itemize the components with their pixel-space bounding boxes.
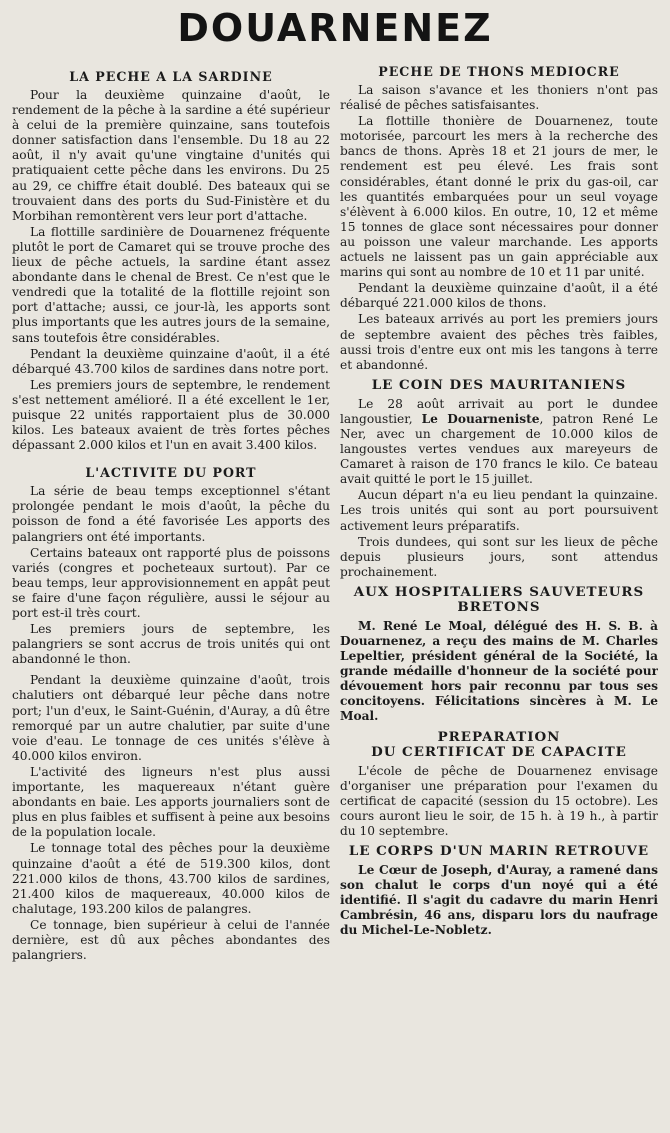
right-column — [340, 64, 658, 1130]
port-paragraph-1: La série de beau temps exceptionnel s'étant prolongée pendant le mois d'août, la pêche du poisson de fond a été favorisée Les apports des palangriers ont été importants. — [12, 484, 330, 544]
marin-paragraph-1: Le Cœur de Joseph, d'Auray, a ramené dans son chalut le corps d'un noyé qui a été identifié. Il s'agit du cadavre du marin Henri Cambrésin, 46 ans, disparu lors du naufrage du Michel-Le-Nobletz. — [340, 863, 658, 938]
heading-port: L'ACTIVITE DU PORT — [85, 465, 257, 481]
port-paragraph-5: L'activité des ligneurs n'est plus aussi importante, les maquereaux n'étant guère abondants en baie. Les apports journaliers sont de plus en plus faibles et suffisent à peine aux besoins de la population locale. — [12, 764, 330, 840]
thons-paragraph-4: Les bateaux arrivés au port les premiers jours de septembre avaient des pêches très faibles, aussi trois d'entre eux ont mis les tangons à terre et abandonné. — [340, 312, 658, 372]
port-paragraph-2: Certains bateaux ont rapporté plus de poissons variés (congres et pocheteaux surtout). Par ce beau temps, leur approvisionnement en appât peut se faire d'une façon régulière, aussi le séjour au port est-il très court. — [12, 545, 330, 620]
heading-sardine: LA PECHE A LA SARDINE — [69, 69, 273, 84]
sardine-paragraph-4: Les premiers jours de septembre, le rendement s'est nettement amélioré. Il a été excellent le 1er, puisque 22 unités rapportaient plus de 30.000 kilos. Les bateaux avaient de très fortes pêches dépassant 2.000 kilos et l'un en avait 3.400 kilos. — [12, 377, 330, 453]
mauritaniens-paragraph-3: Trois dundees, qui sont sur les lieux de pêche depuis plusieurs jours, sont attendus prochainement. — [340, 534, 658, 579]
heading-certificat — [340, 730, 658, 760]
heading-hospitaliers-line1: AUX HOSPITALIERS SAUVETEURS — [353, 583, 645, 600]
left-column — [12, 64, 330, 1130]
boat-name: Le Douarneniste — [421, 411, 540, 426]
heading-marin: LE CORPS D'UN MARIN RETROUVE — [348, 843, 650, 860]
heading-certificat-line1: PREPARATION — [437, 728, 561, 745]
sardine-paragraph-2: La flottille sardinière de Douarnenez fréquente plutôt le port de Camaret qui se trouve proche des lieux de pêche actuels, la sardine étant assez abondante dans le chenal de Brest. Ce n'est que le vendredi que la totalité de la flottille rejoint son port d'attache; aussi, ce jour-là, les apports sont plus importants que les autres jours de la semaine, sans toutefois être considérables. — [12, 224, 330, 345]
port-paragraph-6: Le tonnage total des pêches pour la deuxième quinzaine d'août a été de 519.300 kilos, dont 221.000 kilos de thons, 43.700 kilos de sardines, 21.400 kilos de maquereaux, 40.000 kilos de chalutage, 193.200 kilos de palangres. — [12, 841, 330, 916]
thons-paragraph-2: La flottille thonière de Douarnenez, toute motorisée, parcourt les mers à la recherche des bancs de thons. Après 18 et 21 jours de mer, le rendement est peu élevé. Les frais sont considérables, étant donné le prix du gas-oil, car les quantités embarquées pour un seul voyage s'élèvent à 6.000 kilos. En outre, 10, 12 et même 15 tonnes de glace sont nécessaires pour donner au poisson une valeur marchande. Les apports actuels ne laissent pas un gain appréciable aux marins qui sont au nombre de 10 et 11 par unité. — [340, 114, 658, 280]
masthead — [0, 0, 670, 62]
sardine-paragraph-1: Pour la deuxième quinzaine d'août, le rendement de la pêche à la sardine a été supérieur à celui de la première quinzaine, sans toutefois donner satisfaction dans l'ensemble. Du 18 au 22 août, il n'y avait qu'une vingtaine d'unités qui pratiquaient cette pêche dans les environs. Du 25 au 29, ce chiffre était doublé. Des bateaux qui se trouvaient dans des ports du Sud-Finistère et du Morbihan remontèrent vers leur port d'attache. — [12, 88, 330, 223]
mauritaniens-text-a: Le 28 août arrivait au port le dundee langoustier, — [340, 396, 658, 426]
heading-hospitaliers — [340, 585, 658, 615]
sardine-paragraph-3: Pendant la deuxième quinzaine d'août, il a été débarqué 43.700 kilos de sardines dans notre port. — [12, 346, 330, 376]
heading-hospitaliers-line2: BRETONS — [457, 598, 541, 615]
port-paragraph-4: Pendant la deuxième quinzaine d'août, trois chalutiers ont débarqué leur pêche dans notre port; l'un d'eux, le Saint-Guénin, d'Auray, a dû être remorqué par un autre chalutier, par suite d'une voie d'eau. Le tonnage de ces unités s'élève à 40.000 kilos environ. — [12, 673, 330, 763]
mauritaniens-paragraph-1 — [340, 397, 658, 488]
thons-paragraph-3: Pendant la deuxième quinzaine d'août, il a été débarqué 221.000 kilos de thons. — [340, 281, 658, 311]
thons-paragraph-1: La saison s'avance et les thoniers n'ont pas réalisé de pêches satisfaisantes. — [340, 83, 658, 113]
heading-certificat-line2: DU CERTIFICAT DE CAPACITE — [371, 743, 627, 760]
port-paragraph-7: Ce tonnage, bien supérieur à celui de l'année dernière, est dû aux pêches abondantes des palangriers. — [12, 917, 330, 963]
heading-thons: PECHE DE THONS MEDIOCRE — [378, 64, 620, 79]
mauritaniens-paragraph-2: Aucun départ n'a eu lieu pendant la quinzaine. Les trois unités qui sont au port poursuivent activement leurs préparatifs. — [340, 488, 658, 533]
page-title: DOUARNENEZ — [177, 6, 493, 50]
certificat-paragraph-1: L'école de pêche de Douarnenez envisage d'organiser une préparation pour l'examen du certificat de capacité (session du 15 octobre). Les cours auront lieu le soir, de 15 h. à 19 h., à partir du 10 septembre. — [340, 763, 658, 838]
heading-mauritaniens: LE COIN DES MAURITANIENS — [371, 376, 627, 393]
port-paragraph-3: Les premiers jours de septembre, les palangriers se sont accrus de trois unités qui ont abandonné le thon. — [12, 622, 330, 667]
mauritaniens-text-c: , patron René Le Ner, avec un chargement de 10.000 kilos de langoustes vertes vendues aux mareyeurs de Camaret à raison de 170 francs le kilo. Ce bateau avait quitté le port le 15 juillet. — [340, 411, 658, 487]
hospitaliers-paragraph-1: M. René Le Moal, délégué des H. S. B. à Douarnenez, a reçu des mains de M. Charles Lepeltier, président général de la Société, la grande médaille d'honneur de la société pour dévouement hors pair reconnu par tous ses concitoyens. Félicitations sincères à M. Le Moal. — [340, 618, 658, 724]
